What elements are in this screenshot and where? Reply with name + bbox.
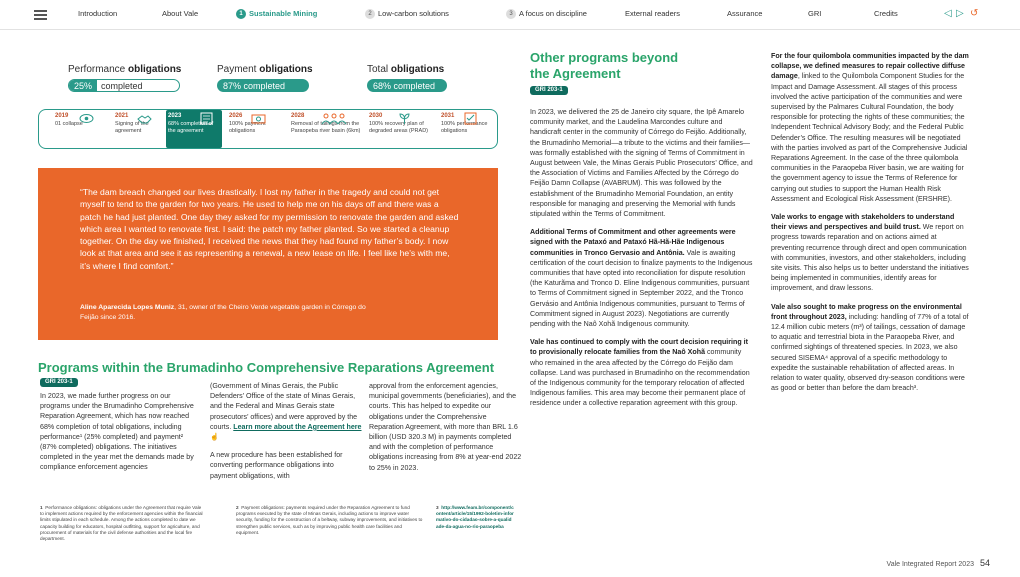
nav-number-2: 2 — [365, 9, 375, 19]
other-programs-title: Other programs beyond the Agreement — [530, 50, 679, 81]
timeline-text: 100% recovery plan of degraded areas (PRAD) — [369, 121, 429, 134]
next-page-icon[interactable]: ▷ — [956, 8, 964, 19]
programs-col-3 — [369, 381, 523, 481]
total-pct: 68% completed — [368, 80, 440, 92]
nav-discipline-label: A focus on discipline — [519, 9, 587, 18]
people-icon — [321, 112, 347, 125]
timeline-2031 — [439, 110, 497, 148]
timeline-text: 68% completion of the agreement — [168, 121, 214, 134]
nav-low-carbon-label: Low-carbon solutions — [378, 9, 449, 18]
timeline-text: Removal of tailings from the Paraopeba river basin (6km) — [291, 121, 361, 134]
other-paragraph-2: Additional Terms of Commitment and other agreements were signed with the Pataxó and Pataxó Hã-Hã-Hãe Indigenous communities in Tronco Gervasio and Antônia. Vale is awaiting certification of the court decision to finalize payments to the Indigenous communities that have opted into reconciliation for dispute resolution (the Katurãma and Tronco D. Eline Indigenous communities, pursuant to Terms of Commitment signed in September 2022, and the Tronco Gervásio and Antônia Indigenous communities, pursuant to Terms of Commitment signed in August 2023). Negotiations are currently pending with the Naô Xohã Indigenous community. — [530, 228, 753, 329]
hamburger-menu-icon[interactable] — [34, 10, 47, 20]
payment-obligations-title: Payment obligations — [217, 64, 313, 75]
timeline-text: 01 collapse — [55, 121, 83, 127]
timeline-year: 2030 — [369, 113, 383, 119]
payment-pct: 87% completed — [218, 80, 290, 92]
performance-pct: 25% — [69, 80, 97, 92]
stakeholder-paragraph: Vale works to engage with stakeholders to understand their views and perspectives and build trust. We report on progress towards reparation and on actions aimed at preventing recurrence through direct and open communication with communities, investors, and other stakeholders, including site visits. This also helps us to better understand the initiatives being implemented in communities, identify areas for improvement, and draw lessons. — [771, 213, 969, 293]
nav-introduction[interactable]: Introduction — [78, 9, 118, 18]
timeline-year: 2023 — [168, 113, 182, 119]
environment-paragraph: Vale also sought to make progress on the environmental front throughout 2023, including: handling of 77% of a total of 12.4 million cubic meters (m³) of tailings, cessation of damage to aquatic and terrestrial biota in the Paraopeba River, and confirmed sightings of threatened species. In 2023, we also secured SISEMA⁴ approval of a specific methodology to expedite the sustainable rehabilitation of affected areas. In relation to water quality, observed dry-season conditions were as good or better than before the dam breach³. — [771, 302, 969, 393]
nav-number-1: 1 — [236, 9, 246, 19]
pointer-icon: ☝ — [210, 433, 219, 442]
nav-external-readers[interactable]: External readers — [625, 9, 681, 18]
other-gri-badge: GRI 203-1 — [530, 86, 568, 95]
testimonial-quote-box — [38, 168, 498, 340]
quilombola-paragraph: For the four quilombola communities impacted by the dam collapse, we defined measures to repair collective diffuse damage, linked to the Quilombola Component Studies for the Impact and Damage Assessment. All stages of this process involved the active participation of the communities and were supervised by the Palmares Cultural Foundation, the body responsible for protecting the rights of these communities; the Independent Technical Advisory Body; and the Federal Public Defender’s Office. The resulting measures will be negotiated with the parties involved as part of the Comprehensive Judicial Reparations Agreement. In the case of the three quilombola communities in the Paraopeba River basin, we are waiting for the government agency to issue the Terms of Reference for carrying out studies to support the Human Health Risk Assessment and Ecological Risk Assessment (ERSHRE). — [771, 52, 969, 203]
top-nav — [0, 0, 1020, 30]
nav-about-vale[interactable]: About Vale — [162, 9, 199, 18]
timeline-text: 100% payment obligations — [229, 121, 266, 134]
other-programs-column — [530, 107, 755, 417]
timeline-year: 2021 — [115, 113, 129, 119]
other-paragraph-3: Vale has continued to comply with the court decision requiring it to provisionally relocate families from the Naô Xohã community who remained in the area affected by the Córrego do Feijão dam collapse. Land was purchased in Brumadinho on the recommendation of the Indigenous community for the temporary relocation of affected Indigenous families. This area may become their permanent place of residence under a collective reparation agreement with this group. — [530, 338, 750, 408]
total-obligations-badge — [367, 79, 447, 92]
agreement-link[interactable]: Learn more about the Agreement here — [233, 422, 362, 431]
timeline — [38, 109, 498, 149]
page-footer — [887, 558, 990, 568]
timeline-2023 — [166, 110, 222, 148]
nav-discipline[interactable] — [506, 9, 587, 19]
timeline-2028 — [289, 110, 364, 148]
timeline-year: 2031 — [441, 113, 455, 119]
report-name: Vale Integrated Report 2023 — [886, 561, 974, 568]
document-icon — [199, 112, 214, 125]
page-number: 54 — [979, 558, 990, 568]
timeline-2021 — [113, 110, 163, 148]
programs-paragraph: A new procedure has been established for converting performance obligations into payment obligations, with — [210, 451, 343, 480]
timeline-year: 2028 — [291, 113, 305, 119]
nav-sustainable-mining-label: Sustainable Mining — [249, 9, 318, 18]
timeline-text: 100% performance obligations — [441, 121, 488, 134]
programs-title: Programs within the Brumadinho Comprehensive Reparations Agreement — [38, 360, 495, 375]
programs-paragraph: approval from the enforcement agencies, municipal governments (beneficiaries), and the courts. This has helped to expedite our obligations under the Comprehensive Reparation Agreement, with more than BRL 1.6 billion (USD 320.3 M) in payments completed and with the completion of performance obligations increasing from 8% at year-end 2022 to 25% in 2023. — [369, 382, 522, 472]
nav-assurance[interactable]: Assurance — [727, 9, 763, 18]
money-icon — [251, 112, 266, 125]
nav-low-carbon[interactable] — [365, 9, 449, 19]
programs-col-1 — [40, 391, 200, 481]
other-paragraph-1: In 2023, we delivered the 25 de Janeiro city square, the Ipê Amarelo community market, and the Laudelina Marcondes culture and handicraft center in the community of Córrego do Feijão. Additionally, the Brumadinho Memorial—a tribute to the victims and their families—was formally established with the signing of Terms of Commitment in August between Vale, the Minas Gerais Public Prosecutors’ Office, and the Association of Victims and Families Affected by the Córrego do Feijão Damn Collapse (AVABRUM). This was followed by the establishment of the Brumadinho Memorial Foundation, an entity responsible for managing and preserving the Memorial with funds stipulated within the Terms of Commitment. — [530, 108, 753, 219]
footnote-3-link[interactable]: http://www.feam.br/component/content/article/15/1992-boletim-informativo-do-cidadao-sobre-a-qualidade-da-agua-no-rio-paraopeba — [436, 505, 514, 529]
nav-number-3: 3 — [506, 9, 516, 19]
footnote-3: 3 http://www.feam.br/component/content/article/15/1992-boletim-informativo-do-cidadao-sobre-a-qualidade-da-agua-no-rio-paraopeba — [436, 505, 514, 529]
back-icon[interactable]: ↺ — [970, 8, 979, 19]
right-column — [771, 51, 971, 402]
performance-obligations-title: Performance obligations — [68, 64, 182, 75]
plant-icon — [397, 112, 412, 125]
handshake-icon — [137, 112, 152, 125]
timeline-2019 — [53, 110, 108, 148]
payment-obligations-badge — [217, 79, 309, 92]
checklist-icon — [463, 112, 478, 125]
footnote-2: 2 Payment obligations: payments required under the Reparation Agreement to fund programs executed by the state of Minas Gerais, including actions to improve water security, funding for the construction of a beltway, subway improvements, and initiatives to strengthen public services, such as by improving public health care facilities and equipment. — [236, 505, 423, 535]
quote-text: “The dam breach changed our lives drastically. I lost my father in the tragedy and could not get myself to tend to the garden for two years. He used to help me on his days off and there was a patch he had just planted. One day they asked for my permission to renovate the garden and asked which area I wanted to renovate first. I said: the patch my father planted. So we started a cleanup together. On the day we finished, I received the news that they had found my father’s body. I now look at that area and see it as representing a renewal, a new lease on life. I feel like he’s with me, it’s where I find comfort.” — [80, 187, 459, 271]
timeline-year: 2019 — [55, 113, 69, 119]
timeline-2030 — [367, 110, 432, 148]
timeline-2026 — [227, 110, 282, 148]
total-obligations-title: Total obligations — [367, 64, 445, 75]
footnote-1: 1 Performance obligations: obligations under the Agreement that require Vale to implement actions required by the enforcement agencies within the financial limits stipulated in each schedule. Among the actions completed to date we capacity building for educators, hospital outfitting, support for agriculture, and procurement of materials for the civil defense authorities and the local fire department. — [40, 505, 203, 542]
quote-author: Aline Aparecida Lopes Muniz, 31, owner of the Cheiro Verde vegetable garden in Córrego do Feijão since 2016. — [80, 304, 366, 321]
timeline-text: Signing of the agreement — [115, 121, 149, 134]
programs-paragraph: (Government of Minas Gerais, the Public Defenders’ Office of the state of Minas Gerais, and the Federal and Minas Gerais state prosecutors’ offices) and were approved by the courts. Learn more about the Agreement here ☝ — [210, 382, 362, 442]
timeline-year: 2026 — [229, 113, 243, 119]
prev-page-icon[interactable]: ◁ — [944, 8, 952, 19]
eye-icon — [79, 112, 94, 125]
programs-gri-badge: GRI 203-1 — [40, 378, 78, 387]
programs-paragraph: In 2023, we made further progress on our programs under the Brumadinho Comprehensive Reparation Agreement, which has now reached 68% completion of total obligations, including performance¹ (25% completed) and payment² (87% completed) obligations. The initiatives completed in the year met the demands made by compliance enforcement agencies — [40, 392, 194, 472]
nav-gri[interactable]: GRI — [808, 9, 822, 18]
nav-sustainable-mining[interactable] — [236, 9, 317, 19]
nav-credits[interactable]: Credits — [874, 9, 898, 18]
performance-obligations-badge — [68, 79, 180, 92]
programs-col-2 — [210, 381, 362, 489]
performance-status: completed — [101, 81, 143, 91]
